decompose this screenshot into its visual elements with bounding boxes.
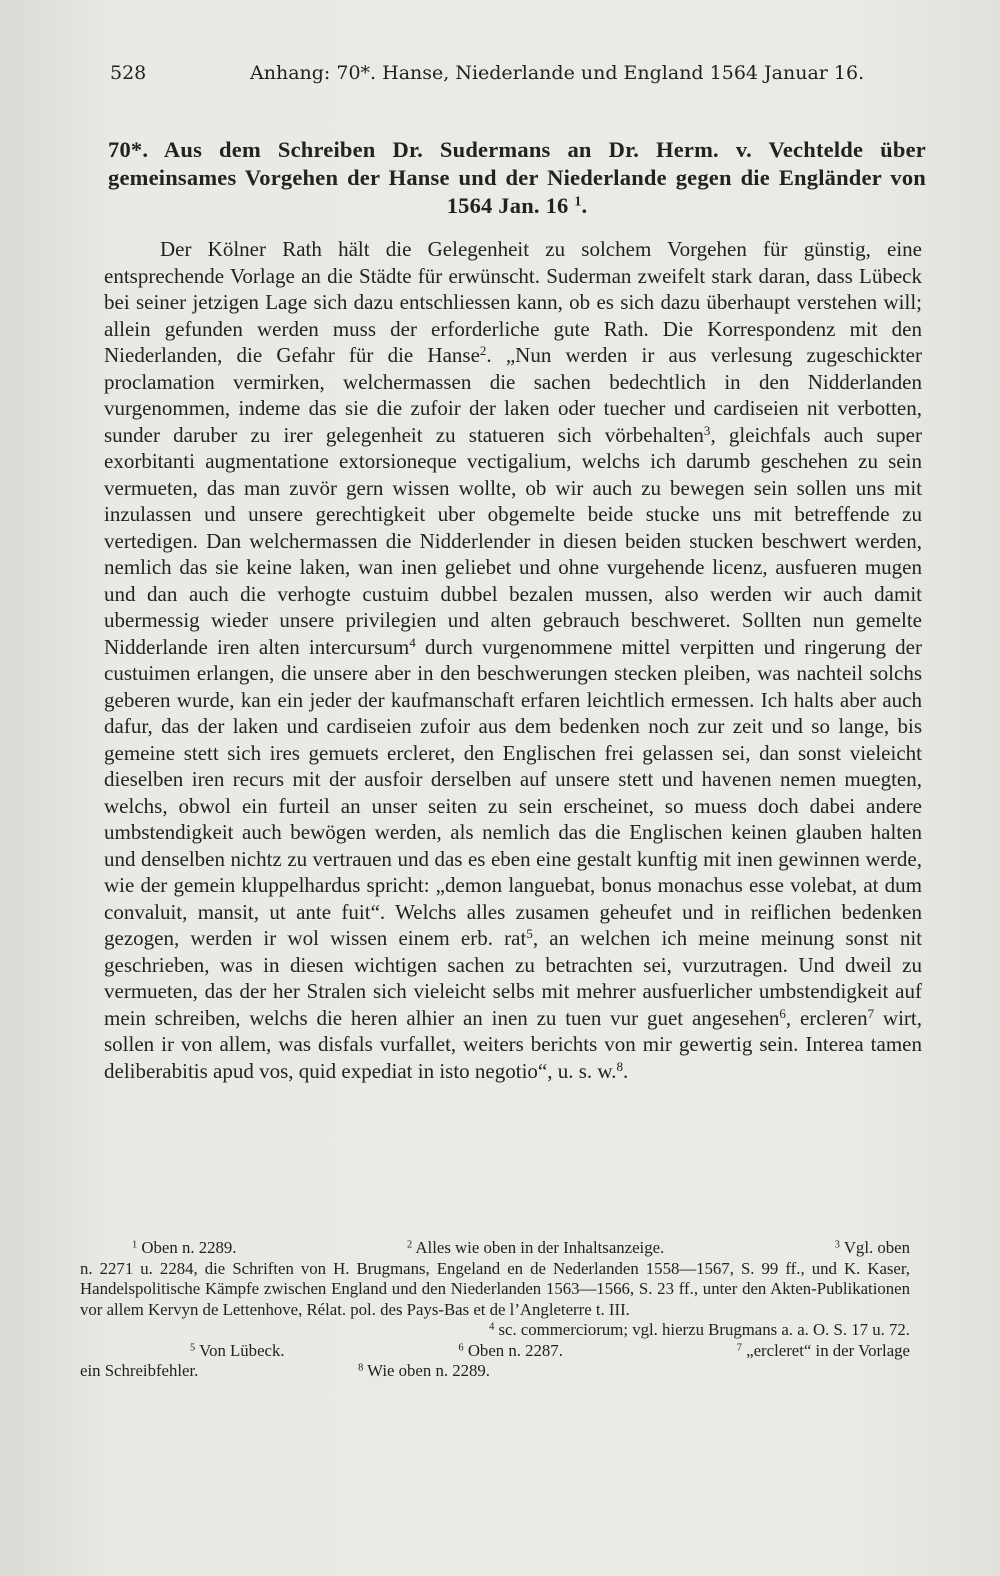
footnote-text: „ercleret“ in der Vorlage: [746, 1340, 910, 1360]
title-text: 70*. Aus dem Schreiben Dr. Sudermans an Dr. Herm. v. Vechtelde über gemeinsames Vorgehen der Hanse und der Niederlande gegen die Engländer von 1564 Jan. 16: [108, 137, 926, 218]
footnote-text: sc. commerciorum; vgl. hierzu Brugmans a. a. O. S. 17 u. 72.: [498, 1320, 910, 1339]
footnote-row: [80, 1341, 910, 1362]
footnote-number: 7: [736, 1341, 742, 1353]
footnote-ref-6: 6: [779, 1005, 786, 1021]
running-head-text: Anhang: 70*. Hanse, Niederlande und England 1564 Januar 16.: [250, 62, 865, 84]
footnote-ref-8: 8: [616, 1058, 623, 1074]
footnote-number: 4: [489, 1321, 495, 1333]
text-part: . „Nun werden ir aus verlesung zugeschickter proclamation vermirken, welchermassen die sachen bedechtlich in den Nidderlanden vurgenommen, indeme das sie die zufoir der laken oder tuecher und cardiseien nit verbotten, sunder daruber zu irer gelegenheit zu statueren sich vörbehalten: [104, 343, 922, 447]
footnote-number: 5: [190, 1341, 196, 1353]
footnote-6: [458, 1341, 563, 1362]
footnote-row: [80, 1238, 910, 1259]
main-text: [104, 236, 922, 1084]
footnote-text: Alles wie oben in der Inhaltsanzeige.: [415, 1238, 665, 1257]
footnote-8: [358, 1361, 490, 1382]
text-part: , gleichfals auch super exorbitanti augmentatione extorsioneque vectigalium, welchs ich darumb geschehen zu sein vermueten, das man zuvör gern wissen wollte, ob wir auch zu bewegen sein sollen uns mit inzulassen und unsere gerechtigkeit uber obgemelte beide stucke uns mit betreffende zu vertedigen. Dan welchermassen die Nidderlender in diesen beiden stucken beschwert werden, nemlich das sie keine laken, wan inen geliebet und ohne vurgehende licenz, ausfueren mugen und dan auch die verhogte custuim dubbel bezalen mussen, also werden wir auch damit ubermessig wieder unsere privilegien und alten gebrauch beschweret. Sollten nun gemelte Nidderlande iren alten intercursum: [104, 422, 923, 659]
footnote-text: Wie oben n. 2289.: [367, 1361, 490, 1380]
footnote-text: Oben n. 2289.: [141, 1238, 237, 1257]
footnote-number: 3: [834, 1239, 840, 1251]
footnote-row: [80, 1361, 910, 1382]
footnote-number: 2: [406, 1239, 413, 1251]
footnote-text: Oben n. 2287.: [467, 1340, 563, 1360]
footnote-1: [80, 1238, 237, 1259]
title-end: .: [581, 193, 588, 218]
footnote-7-start: [737, 1341, 910, 1362]
text-part: , an welchen ich meine meinung sonst nit geschrieben, was in diesen wichtigen sachen zu betrachten sei, vurzutragen. Und dweil zu vermueten, das der her Stralen sich vieleicht selbs mit mehrer ausfuerlicher umbstendigkeit auf mein schreiben, welchs die heren alhier an inen zu tuen vur guet angesehen: [104, 926, 923, 1030]
footnote-3-rest: n. 2271 u. 2284, die Schriften von H. Brugmans, Engeland en de Nederlanden 1558—1567, S. 99 ff., und K. Kaser, Handelspolitische Kämpfe zwischen England und den Niederlanden 1563—1566, S. 23 ff., unter den Akten-Publikationen vor allem Kervyn de Lettenhove, Rélat. pol. des Pays-Bas et de l’Angleterre t. III.: [80, 1258, 910, 1319]
footnote-ref-7: 7: [867, 1005, 875, 1021]
footnote-ref-3: 3: [703, 422, 711, 438]
footnote-text: Vgl. oben: [843, 1238, 910, 1257]
text-part: , ercleren: [785, 1005, 868, 1030]
footnote-4: [489, 1320, 910, 1341]
footnote-3-start: [835, 1238, 910, 1259]
footnote-ref-5: 5: [526, 925, 533, 941]
text-part: wirt, sollen ir von allem, was disfals vurfallet, weiters berichts von mir gewertig sein. Interea tamen deliberabitis apud vos, quid expediat in isto negotio“, u. s. w.: [104, 1005, 922, 1083]
footnote-ref-2: 2: [479, 342, 487, 358]
text-part: durch vurgenommene mittel verpitten und ringerung der custuimen erlangen, die unsere aber in den beschwerungen stecken pleiben, was nachteil solchs geberen wurde, kan ein jeder der kaufmanschaft erfaren leichtlich ermessen. Ich halts aber auch dafur, das der laken und cardiseien zufoir aus dem bedenken noch zur zeit und so lange, bis gemeine stett sich ires gemuets ercleret, den Englischen frei gelassen sei, dan sonst vieleicht dieselben iren recurs mit der ausfoir derselben auf unsere stett und havenen nemen muegten, welchs, obwol ein furteil an unser seiten zu sein erscheinet, so muess doch dabei andere umbstendigkeit auch bewögen werden, als nemlich das die Englischen keinen glauben halten und denselben nichtz zu vertrauen und das es eben eine gestalt kunftig mit inen gewinnen werde, wie der gemein kluppelhardus spricht: „demon languebat, bonus monachus esse volebat, at dum convaluit, mansit, ut ante fuit“. Welchs alles zusamen geheufet und in reiflichen bedenken gezogen, werden ir wol wissen einem erb. rat: [104, 634, 922, 950]
footnote-2: [407, 1238, 664, 1259]
footnote-number: 1: [132, 1239, 138, 1251]
footnote-row: [80, 1320, 910, 1341]
footnote-ref-4: 4: [409, 634, 416, 650]
text-part: Der Kölner Rath hält die Gelegenheit zu solchem Vorgehen für günstig, eine entsprechende Vorlage an die Städte für erwünscht. Suderman zweifelt stark daran, dass Lübeck bei seiner jetzigen Lage sich dazu entschliessen kann, ob es sich dazu überhaupt verstehen will; allein gefunden werden muss der erforderliche gute Rath. Die Korrespondenz mit den Niederlanden, die Gefahr für die Hanse: [104, 237, 922, 367]
page-number: 528: [110, 62, 147, 84]
footnote-text: Von Lübeck.: [199, 1340, 285, 1360]
footnotes: [80, 1238, 910, 1382]
footnote-7-rest: ein Schreibfehler.: [80, 1361, 199, 1380]
footnote-5: [80, 1341, 285, 1362]
running-head: [110, 62, 910, 84]
document-title: [108, 136, 926, 220]
text-part: .: [623, 1058, 629, 1083]
footnote-number: 8: [358, 1362, 364, 1374]
footnote-ref-1: 1: [574, 194, 582, 210]
footnote-number: 6: [458, 1341, 464, 1353]
